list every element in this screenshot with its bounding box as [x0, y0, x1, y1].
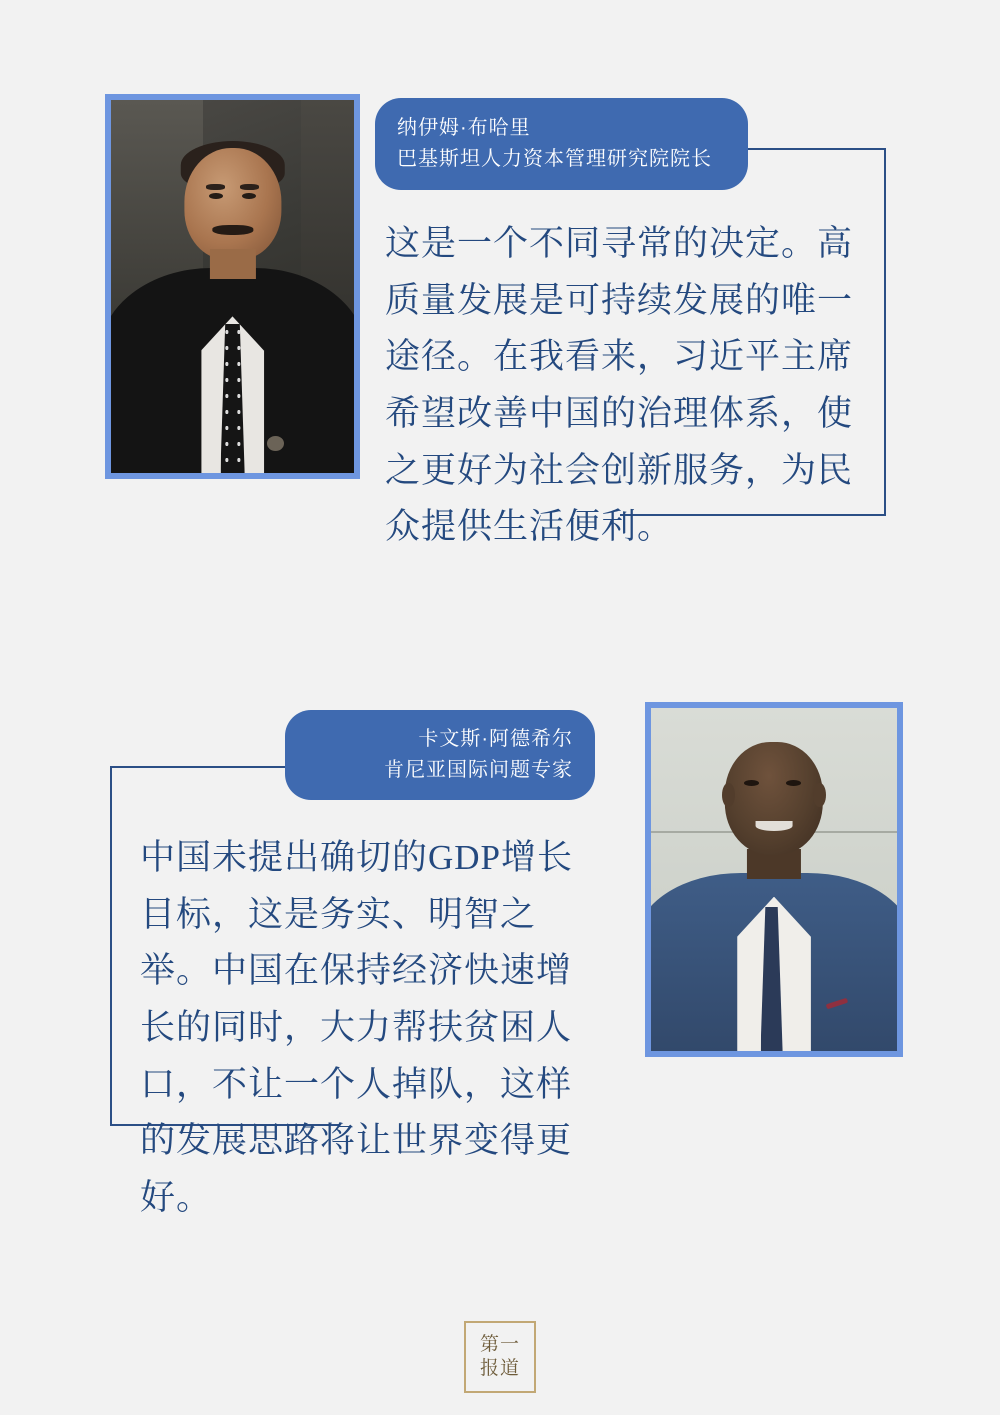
quote-text-1: 这是一个不同寻常的决定。高质量发展是可持续发展的唯一途径。在我看来，习近平主席希望改善中国的治理体系，使之更好为社会创新服务，为民众提供生活便利。 — [385, 224, 854, 547]
moustache — [212, 225, 253, 235]
speaker-title-2: 肯尼亚国际问题专家 — [384, 759, 573, 781]
eye-right — [786, 780, 801, 786]
face — [725, 742, 823, 855]
quote-block-2 — [0, 690, 1000, 1218]
name-plaque-1 — [375, 98, 748, 190]
ear-left — [722, 783, 734, 807]
portrait-photo-1 — [105, 94, 360, 479]
portrait-1-art — [111, 100, 354, 473]
speaker-name-1: 纳伊姆·布哈里 — [397, 117, 531, 139]
portrait-photo-2 — [645, 702, 903, 1057]
speaker-name-2: 卡文斯·阿德希尔 — [418, 728, 573, 750]
speaker-title-1: 巴基斯坦人力资本管理研究院院长 — [397, 148, 712, 170]
lapel-badge — [267, 436, 284, 451]
eyebrow-right — [240, 184, 259, 190]
portrait-2-art — [651, 708, 897, 1051]
footer-logo-line-1: 第一 — [479, 1334, 520, 1356]
eye-left — [744, 780, 759, 786]
eye-right — [242, 193, 255, 199]
quote-text-2: 中国未提出确切的GDP增长目标，这是务实、明智之举。中国在保持经济快速增长的同时，大力帮扶贫困人口，不让一个人掉队，这样的发展思路将让世界变得更好。 — [140, 838, 574, 1218]
neck — [209, 249, 255, 279]
footer-logo — [464, 1321, 536, 1393]
ear-right — [813, 783, 825, 807]
eyebrow-left — [206, 184, 225, 190]
face — [184, 148, 281, 260]
quote-block-1 — [0, 0, 1000, 560]
footer-logo-line-2: 报道 — [479, 1358, 520, 1379]
name-plaque-2 — [285, 710, 595, 800]
